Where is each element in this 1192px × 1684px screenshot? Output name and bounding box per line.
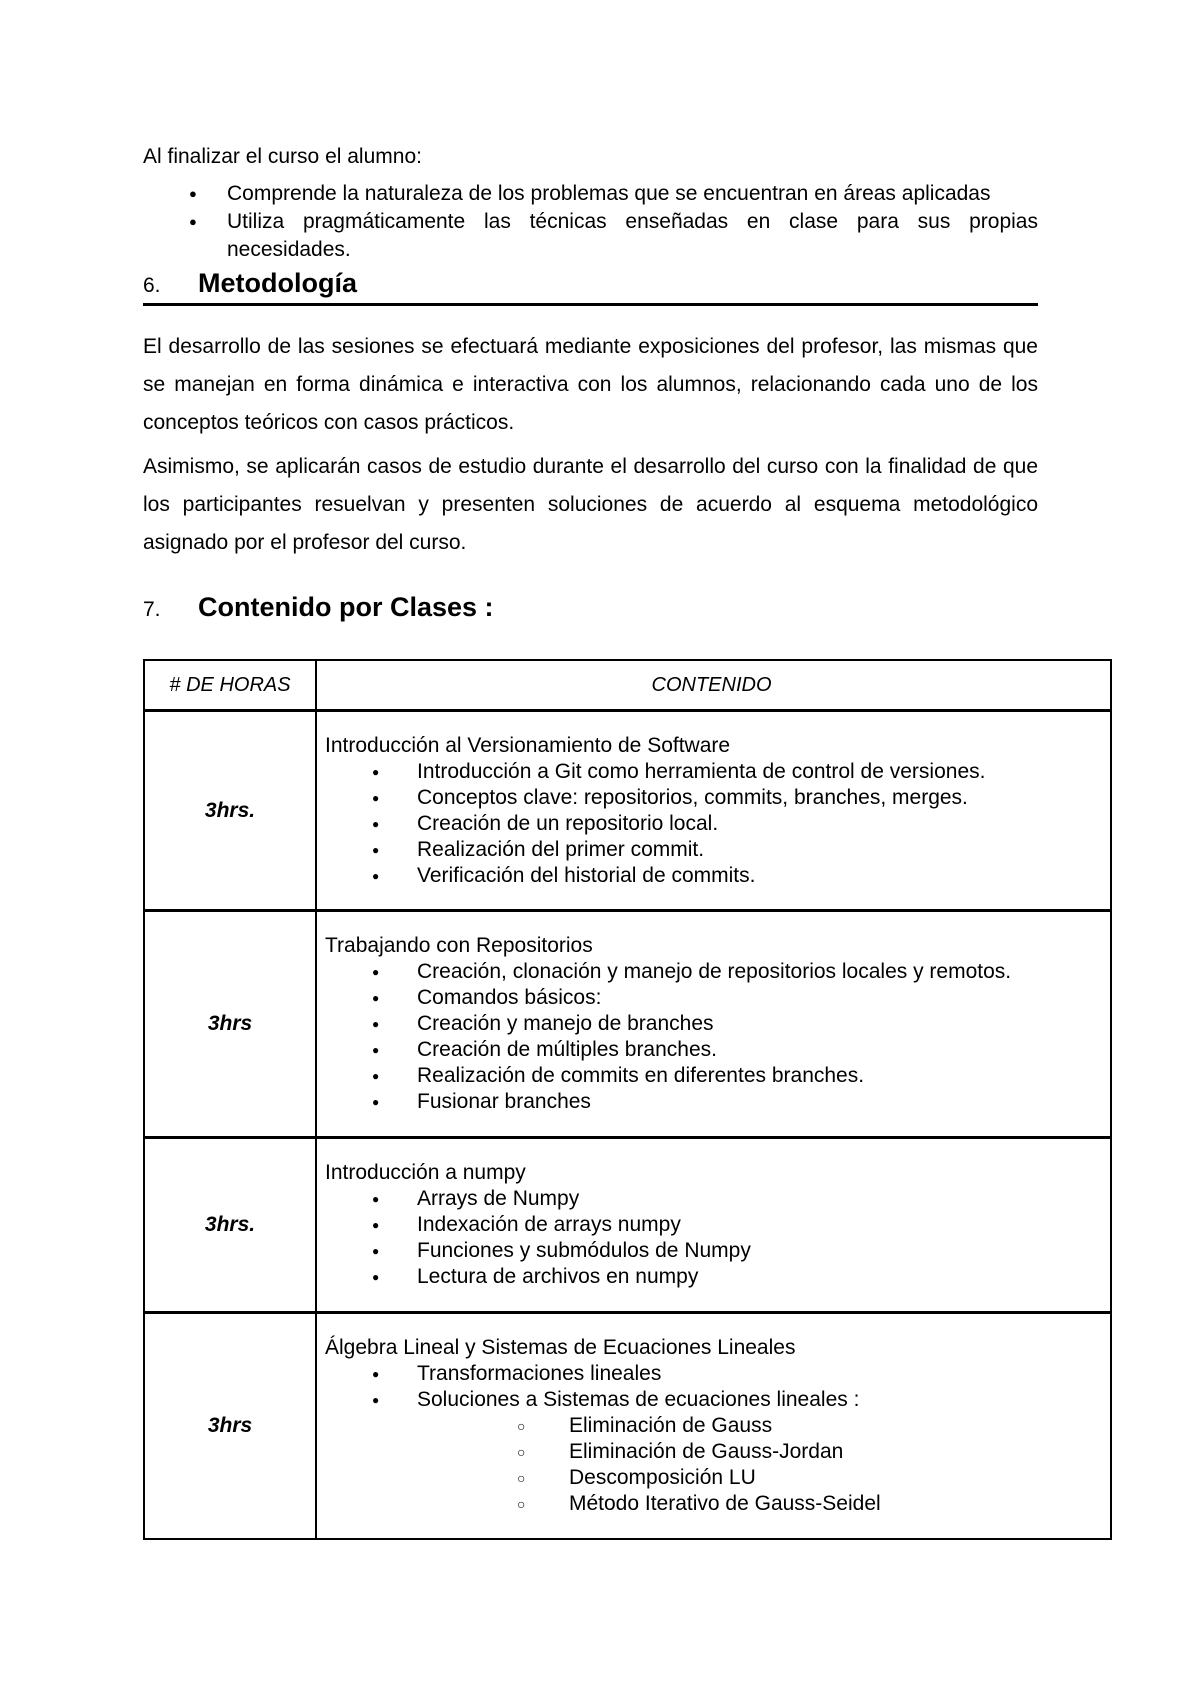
content-bullet-item: ● Introducción a Git como herramienta de control de versiones. xyxy=(372,759,986,783)
content-bullet-item: ● Arrays de Numpy xyxy=(372,1187,580,1210)
section-7-title: Contenido por Clases : xyxy=(198,592,494,622)
intro-line: Al finalizar el curso el alumno: xyxy=(143,145,422,168)
bullet-dot-icon: ● xyxy=(372,1244,380,1258)
bullet-dot-icon: ● xyxy=(372,1192,380,1206)
content-bullet-item: ● Transformaciones lineales xyxy=(372,1362,662,1385)
bullet-dot-icon: ● xyxy=(372,1367,380,1381)
bullet-dot-icon: ● xyxy=(372,868,380,883)
content-bullet-item: ● Verificación del historial de commits. xyxy=(372,863,756,887)
hours-cell: 3hrs. xyxy=(145,712,317,909)
intro-bullet-item: ● Comprende la naturaleza de los problemas que se encuentran en áreas aplicadas xyxy=(143,180,1038,208)
bullet-dot-icon: ● xyxy=(372,1017,380,1031)
methodology-paragraph-1: El desarrollo de las sesiones se efectuará mediante exposiciones del profesor, las mismas que se manejan en forma dinámica e interactiva con los alumnos, relacionando cada uno de los conceptos teóricos con casos prácticos. xyxy=(143,335,1038,434)
content-bullet-item: ● Indexación de arrays numpy xyxy=(372,1213,681,1236)
content-bullet-item: ● Fusionar branches xyxy=(372,1090,591,1113)
bullet-dot-icon: ● xyxy=(372,1218,380,1232)
methodology-paragraph-2: Asimismo, se aplicarán casos de estudio durante el desarrollo del curso con la finalidad de que los participantes resuelvan y presenten soluciones de acuerdo al esquema metodológico asignado por el profesor del curso. xyxy=(143,455,1038,554)
content-sub-bullet-item: ○ Eliminación de Gauss xyxy=(517,1414,773,1437)
bullet-circle-icon: ○ xyxy=(517,1444,526,1460)
content-bullet-item: ● Conceptos clave: repositorios, commits, branches, merges. xyxy=(372,785,968,809)
bullet-dot-icon: ● xyxy=(372,1069,380,1083)
content-bullet-item: ● Realización de commits en diferentes branches. xyxy=(372,1064,865,1087)
content-bullet-item: ● Soluciones a Sistemas de ecuaciones lineales : xyxy=(372,1388,860,1411)
content-bullet-list xyxy=(325,1186,1098,1290)
content-cell xyxy=(317,712,1110,909)
bullet-dot-icon: ● xyxy=(189,186,197,201)
content-table xyxy=(143,659,1112,1540)
content-cell-title: Trabajando con Repositorios xyxy=(325,934,593,957)
content-bullet-item: ● Creación, clonación y manejo de repositorios locales y remotos. xyxy=(372,960,1012,983)
bullet-circle-icon: ○ xyxy=(517,1418,526,1434)
content-sub-bullet-item: ○ Método Iterativo de Gauss-Seidel xyxy=(517,1492,881,1515)
intro-bullet-item: ● Utiliza pragmáticamente las técnicas enseñadas en clase para sus propias necesidades. xyxy=(189,210,1038,261)
section-6-title: Metodología xyxy=(198,268,357,298)
content-bullet-item: ● Creación de un repositorio local. xyxy=(372,811,719,835)
section-6-heading xyxy=(143,268,1038,306)
bullet-dot-icon: ● xyxy=(372,1393,380,1407)
content-cell-title: Álgebra Lineal y Sistemas de Ecuaciones Lineales xyxy=(325,1336,796,1359)
content-cell xyxy=(317,1314,1110,1538)
content-bullet-item: ● Creación y manejo de branches xyxy=(372,1012,714,1035)
bullet-dot-icon: ● xyxy=(372,1043,380,1057)
section-7-number: 7. xyxy=(143,598,161,621)
content-cell-title: Introducción a numpy xyxy=(325,1161,526,1184)
bullet-dot-icon: ● xyxy=(372,965,380,979)
table-header-content: CONTENIDO xyxy=(651,673,772,696)
bullet-dot-icon: ● xyxy=(372,842,380,857)
content-sub-bullet-item: ○ Eliminación de Gauss-Jordan xyxy=(517,1440,844,1463)
content-sub-bullet-item: ○ Descomposición LU xyxy=(517,1466,756,1489)
table-header-row xyxy=(145,661,1110,709)
content-cell xyxy=(317,912,1110,1136)
bullet-dot-icon: ● xyxy=(372,790,380,805)
bullet-dot-icon: ● xyxy=(372,1095,380,1109)
bullet-dot-icon: ● xyxy=(372,1270,380,1284)
content-bullet-item: ● Lectura de archivos en numpy xyxy=(372,1265,699,1288)
section-7-heading xyxy=(143,590,1038,627)
hours-cell: 3hrs xyxy=(145,912,317,1136)
table-row xyxy=(145,709,1110,909)
section-6-number: 6. xyxy=(143,274,161,297)
table-row xyxy=(145,909,1110,1136)
bullet-circle-icon: ○ xyxy=(517,1470,526,1486)
bullet-dot-icon: ● xyxy=(372,816,380,831)
content-bullet-item: ● Creación de múltiples branches. xyxy=(372,1038,717,1061)
content-bullet-item: ● Comandos básicos: xyxy=(372,986,602,1009)
table-row xyxy=(145,1136,1110,1311)
content-bullet-list xyxy=(325,959,1098,1115)
table-row xyxy=(145,1311,1110,1538)
content-bullet-list xyxy=(325,759,1098,889)
hours-cell: 3hrs xyxy=(145,1314,317,1538)
content-bullet-item: ● Funciones y submódulos de Numpy xyxy=(372,1239,751,1262)
hours-cell: 3hrs. xyxy=(145,1139,317,1311)
bullet-dot-icon: ● xyxy=(189,214,197,229)
intro-bullet-list xyxy=(143,180,1038,264)
table-header-hours: # DE HORAS xyxy=(145,661,317,709)
bullet-dot-icon: ● xyxy=(372,991,380,1005)
content-cell-title: Introducción al Versionamiento de Software xyxy=(325,733,731,757)
content-bullet-item: ● Realización del primer commit. xyxy=(372,837,705,861)
content-cell xyxy=(317,1139,1110,1311)
bullet-circle-icon: ○ xyxy=(517,1496,526,1512)
content-bullet-list xyxy=(325,1361,1098,1517)
bullet-dot-icon: ● xyxy=(372,764,380,779)
